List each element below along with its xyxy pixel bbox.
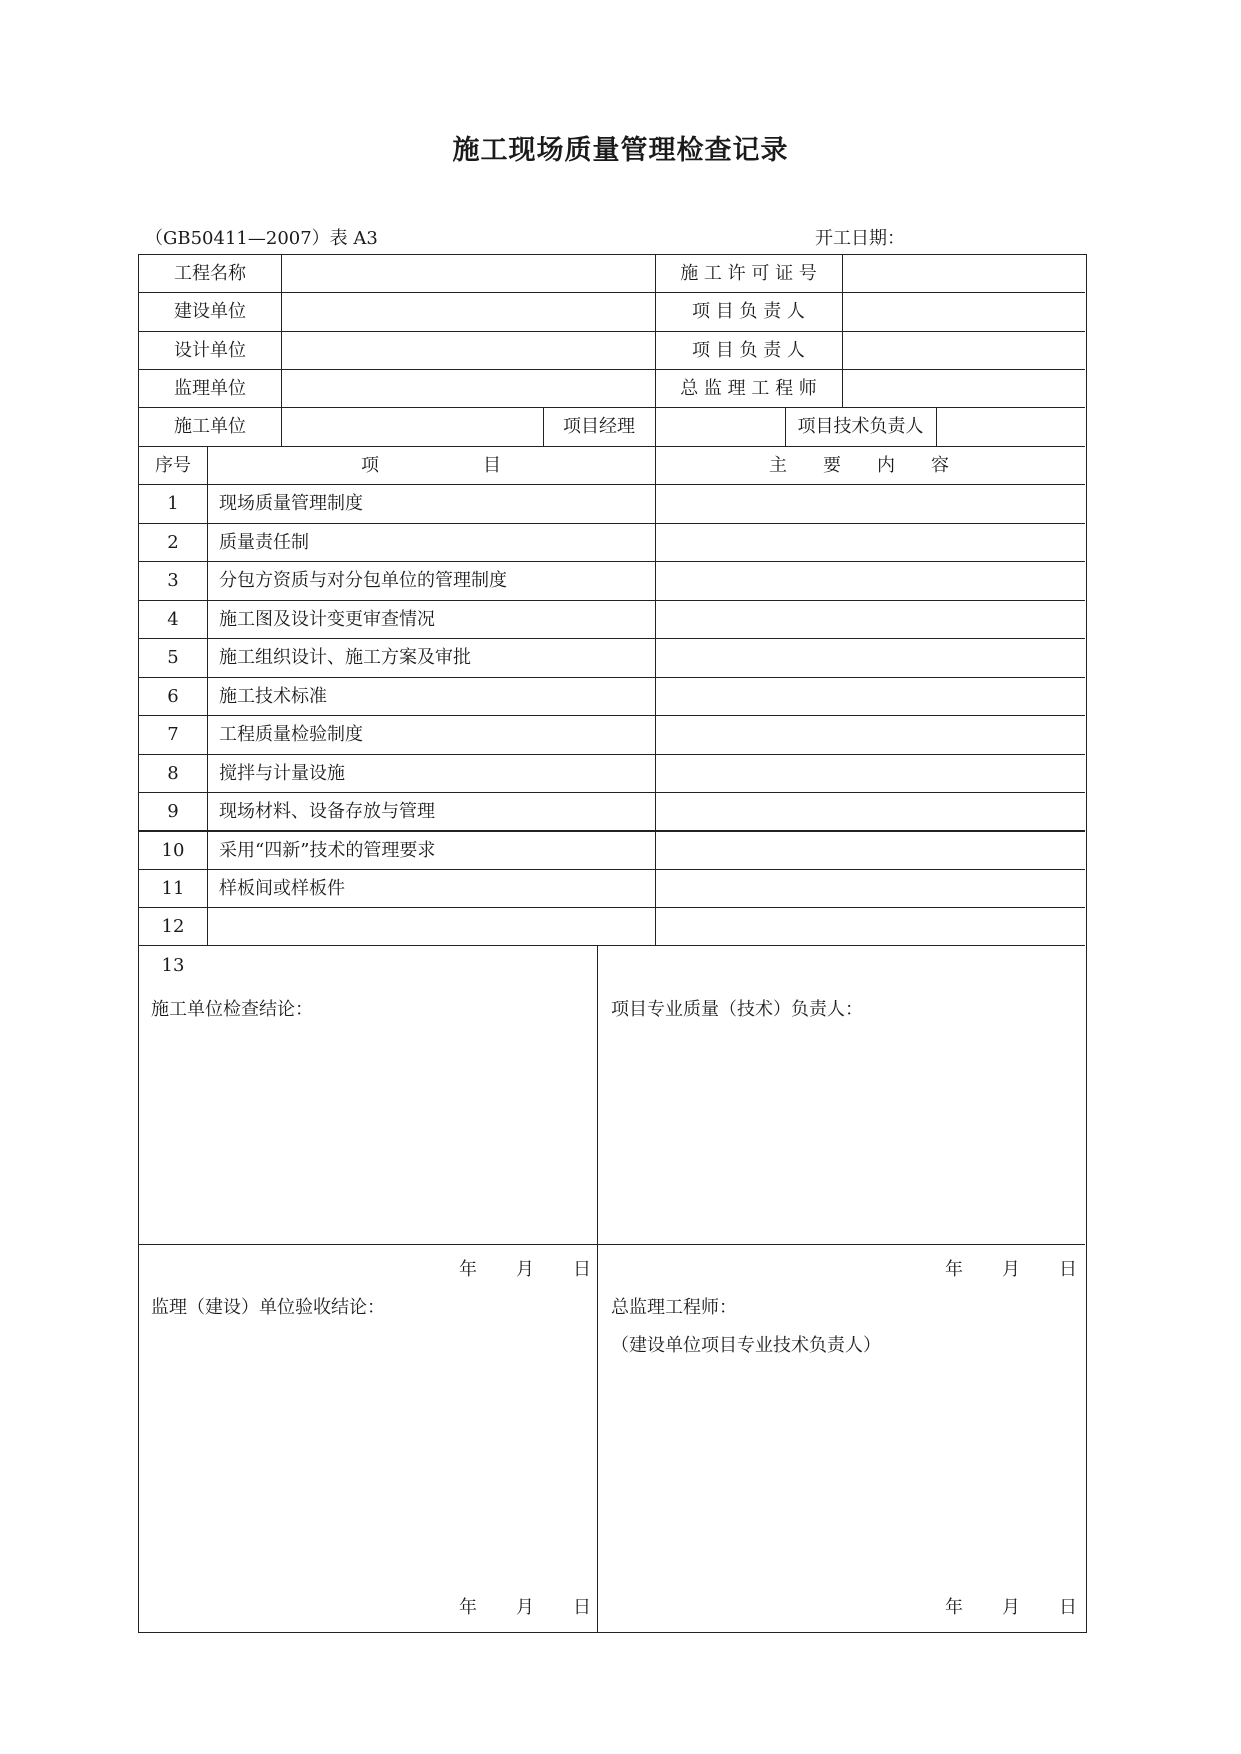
item-name: 分包方资质与对分包单位的管理制度 <box>219 570 507 591</box>
item-number: 1 <box>167 493 179 514</box>
date-month-label: 月 <box>1002 1259 1020 1280</box>
date-day-label: 日 <box>1059 1259 1077 1280</box>
date-year-label: 年 <box>945 1259 963 1280</box>
supervisor-acceptance-label: 监理（建设）单位验收结论： <box>151 1297 385 1318</box>
item-number: 2 <box>167 532 179 553</box>
item-name: 现场质量管理制度 <box>219 493 363 514</box>
col-divider <box>842 255 843 407</box>
item-number: 4 <box>167 609 179 630</box>
item-number: 7 <box>167 724 179 745</box>
column-header-item-char: 目 <box>483 455 501 476</box>
label-contractor-unit: 施工单位 <box>174 416 246 437</box>
contractor-check-conclusion-label: 施工单位检查结论： <box>151 999 313 1020</box>
label-project-name: 工程名称 <box>174 263 246 284</box>
item-name: 现场材料、设备存放与管理 <box>219 801 435 822</box>
item-number: 3 <box>167 570 179 591</box>
column-header-item <box>361 447 501 485</box>
item-name: 搅拌与计量设施 <box>219 763 345 784</box>
date-month-label: 月 <box>516 1259 534 1280</box>
label-design-project-lead: 项 目 负 责 人 <box>692 340 805 361</box>
date-month-label: 月 <box>516 1597 534 1618</box>
item-name: 样板间或样板件 <box>219 878 345 899</box>
date-month-label: 月 <box>1002 1597 1020 1618</box>
date-chief-supervisor <box>945 1593 1116 1619</box>
label-supervision-unit: 监理单位 <box>174 378 246 399</box>
label-design-unit: 设计单位 <box>174 340 246 361</box>
item-name: 采用“四新”技术的管理要求 <box>219 840 436 861</box>
item-number: 8 <box>167 763 179 784</box>
date-supervisor-acceptance <box>459 1593 630 1619</box>
col-divider <box>597 945 598 1632</box>
date-contractor-check <box>459 1255 630 1281</box>
date-quality-lead <box>945 1255 1116 1281</box>
label-project-manager: 项目经理 <box>563 416 635 437</box>
date-day-label: 日 <box>1059 1597 1077 1618</box>
col-divider <box>281 255 282 446</box>
column-header-content-char: 主 <box>769 455 787 476</box>
label-chief-supervisor: 总 监 理 工 程 师 <box>680 378 817 399</box>
item-number: 10 <box>161 840 185 861</box>
row-divider <box>139 945 1085 946</box>
col-divider <box>655 446 656 945</box>
quality-lead-label: 项目专业质量（技术）负责人： <box>611 999 863 1020</box>
label-owner-project-lead: 项 目 负 责 人 <box>692 301 805 322</box>
item-number: 5 <box>167 647 179 668</box>
label-permit-number: 施 工 许 可 证 号 <box>680 263 817 284</box>
item-name: 施工组织设计、施工方案及审批 <box>219 647 471 668</box>
owner-tech-lead-label: （建设单位项目专业技术负责人） <box>611 1335 881 1356</box>
column-header-item-char: 项 <box>361 455 379 476</box>
date-day-label: 日 <box>573 1259 591 1280</box>
col-divider <box>207 446 208 945</box>
date-day-label: 日 <box>573 1597 591 1618</box>
column-header-content-char: 内 <box>877 455 895 476</box>
label-tech-lead: 项目技术负责人 <box>797 416 924 437</box>
date-year-label: 年 <box>459 1259 477 1280</box>
column-header-content-char: 容 <box>931 455 949 476</box>
chief-supervisor-label: 总监理工程师： <box>611 1297 737 1318</box>
inspection-form-table <box>138 254 1087 1633</box>
start-date-label: 开工日期： <box>815 228 905 249</box>
item-name: 施工图及设计变更审查情况 <box>219 609 435 630</box>
item-name: 工程质量检验制度 <box>219 724 363 745</box>
page-title: 施工现场质量管理检查记录 <box>452 135 789 166</box>
item-number: 12 <box>161 916 185 937</box>
label-owner-unit: 建设单位 <box>174 301 246 322</box>
date-year-label: 年 <box>459 1597 477 1618</box>
column-header-seq: 序号 <box>155 455 191 476</box>
item-number: 13 <box>161 955 185 976</box>
column-header-content <box>769 447 949 485</box>
item-number: 9 <box>167 801 179 822</box>
item-name: 质量责任制 <box>219 532 309 553</box>
item-name: 施工技术标准 <box>219 686 327 707</box>
column-header-content-char: 要 <box>823 455 841 476</box>
item-number: 6 <box>167 686 179 707</box>
date-year-label: 年 <box>945 1597 963 1618</box>
standard-reference: （GB50411—2007）表 A3 <box>145 228 378 249</box>
col-divider <box>936 407 937 446</box>
item-number: 11 <box>161 878 185 899</box>
row-divider <box>139 1244 1085 1245</box>
